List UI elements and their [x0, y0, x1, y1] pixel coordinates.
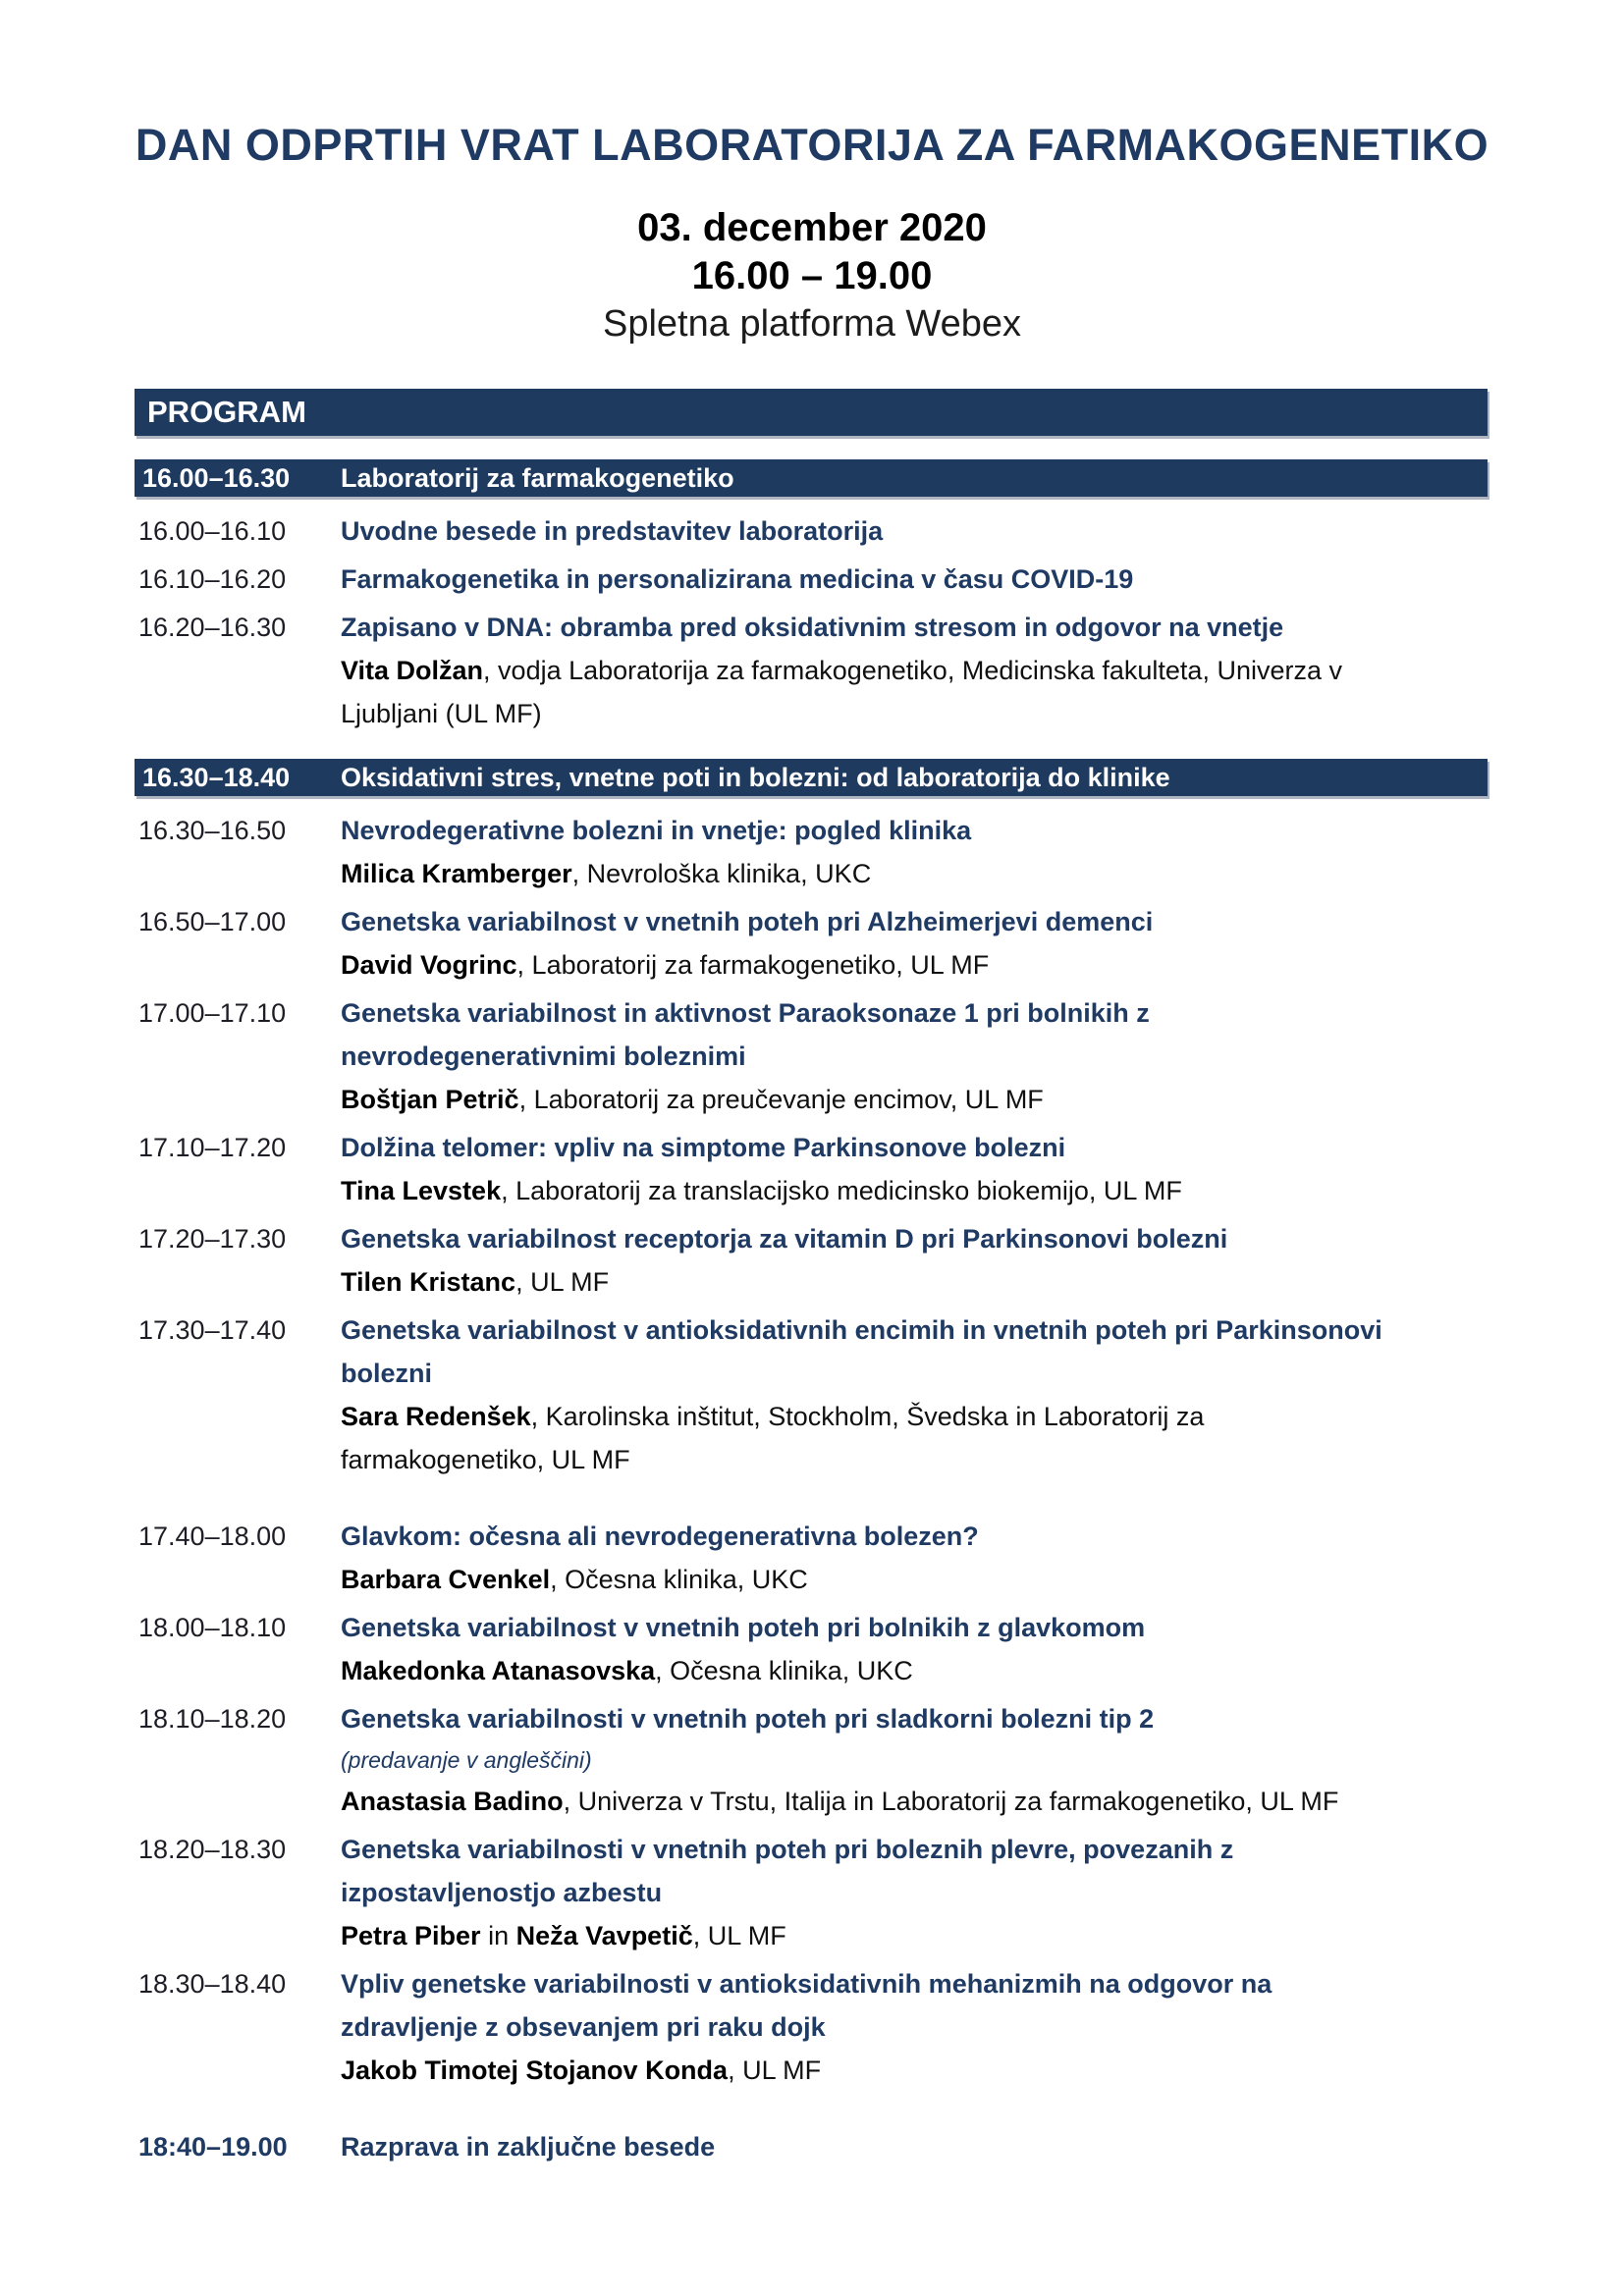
row-content	[341, 509, 1488, 553]
row-title: Dolžina telomer: vpliv na simptome Parkinsonove bolezni	[341, 1133, 1066, 1162]
speaker-affiliation-text: , Univerza v Trstu, Italija in Laboratorij za farmakogenetiko, UL MF	[563, 1787, 1339, 1816]
row-speaker	[341, 1558, 1401, 1601]
program-sections	[0, 459, 1624, 2168]
row-content	[341, 558, 1488, 601]
section-heading: Oksidativni stres, vnetne poti in bolezni: od laboratorija do klinike	[341, 763, 1170, 792]
row-content	[341, 1515, 1488, 1601]
speaker-name: Barbara Cvenkel	[341, 1565, 551, 1594]
speaker-name: Jakob Timotej Stojanov Konda	[341, 2056, 729, 2085]
row-time: 17.20–17.30	[138, 1224, 287, 1254]
speaker-affiliation-text: , Karolinska inštitut, Stockholm, Švedska in Laboratorij za farmakogenetiko, UL MF	[341, 1402, 1205, 1474]
row-speaker	[341, 852, 1401, 895]
row-content	[341, 1308, 1488, 1481]
speaker-affiliation-text: , vodja Laboratorija za farmakogenetiko, Medicinska fakulteta, Univerza v Ljubljani (UL MF)	[341, 656, 1342, 728]
row-content	[341, 1828, 1488, 1957]
program-row	[135, 900, 1488, 987]
row-content	[341, 2125, 1488, 2168]
row-time: 17.40–18.00	[138, 1522, 287, 1551]
row-title: Vpliv genetske variabilnosti v antioksidativnih mehanizmih na odgovor na zdravljenje z obsevanjem pri raku dojk	[341, 1969, 1272, 2042]
row-time: 18.10–18.20	[138, 1704, 287, 1734]
row-title: Genetska variabilnost in aktivnost Paraoksonaze 1 pri bolnikih z nevrodegenerativnimi boleznimi	[341, 998, 1150, 1071]
speaker-name: Petra Piber	[341, 1921, 481, 1950]
program-row	[135, 509, 1488, 553]
row-time: 18.00–18.10	[138, 1613, 287, 1642]
row-time: 17.10–17.20	[138, 1133, 287, 1162]
speaker-name: Neža Vavpetič	[515, 1921, 693, 1950]
section-banner	[135, 759, 1488, 796]
speaker-affiliation-text: , UL MF	[515, 1267, 610, 1297]
row-speaker	[341, 649, 1401, 735]
row-time: 18.30–18.40	[138, 1969, 287, 1999]
row-title: Zapisano v DNA: obramba pred oksidativnim stresom in odgovor na vnetje	[341, 613, 1284, 642]
row-content	[341, 606, 1488, 735]
program-row	[135, 1126, 1488, 1212]
program-row	[135, 1515, 1488, 1601]
speaker-name: Anastasia Badino	[341, 1787, 564, 1816]
event-date: 03. december 2020	[637, 206, 987, 249]
event-platform: Spletna platforma Webex	[603, 303, 1021, 345]
row-speaker	[341, 1649, 1401, 1692]
row-title: Uvodne besede in predstavitev laboratorija	[341, 516, 884, 546]
row-speaker	[341, 943, 1401, 987]
program-section	[0, 759, 1624, 2168]
speaker-name: Vita Dolžan	[341, 656, 484, 685]
program-heading-label: PROGRAM	[147, 395, 306, 429]
page-header	[0, 0, 1624, 347]
row-speaker	[341, 1260, 1401, 1304]
section-rows	[0, 509, 1624, 735]
speaker-name: Tina Levstek	[341, 1176, 502, 1205]
row-speaker	[341, 1395, 1401, 1481]
program-row	[135, 1962, 1488, 2092]
program-row	[135, 1697, 1488, 1823]
row-time: 16.20–16.30	[138, 613, 287, 642]
row-speaker	[341, 1078, 1401, 1121]
program-row	[135, 1217, 1488, 1304]
speaker-name: Milica Kramberger	[341, 859, 572, 888]
page-title: DAN ODPRTIH VRAT LABORATORIJA ZA FARMAKOGENETIKO	[135, 120, 1489, 170]
speaker-name: Makedonka Atanasovska	[341, 1656, 656, 1685]
row-time: 16.50–17.00	[138, 907, 287, 936]
program-row	[135, 2125, 1488, 2168]
row-time: 18:40–19.00	[138, 2132, 288, 2162]
row-content	[341, 900, 1488, 987]
row-title: Glavkom: očesna ali nevrodegenerativna bolezen?	[341, 1522, 979, 1551]
program-row	[135, 1308, 1488, 1481]
row-time: 18.20–18.30	[138, 1835, 287, 1864]
speaker-affiliation-text: , Nevrološka klinika, UKC	[571, 859, 872, 888]
section-time: 16.30–18.40	[142, 763, 291, 792]
section-heading: Laboratorij za farmakogenetiko	[341, 463, 734, 493]
speaker-affiliation-text: , Očesna klinika, UKC	[655, 1656, 913, 1685]
row-content	[341, 1126, 1488, 1212]
row-time: 16.30–16.50	[138, 816, 287, 845]
section-rows	[0, 809, 1624, 2168]
speaker-affiliation-text: , Laboratorij za translacijsko medicinsko biokemijo, UL MF	[501, 1176, 1182, 1205]
speaker-affiliation-text: , UL MF	[728, 2056, 822, 2085]
speaker-name: Boštjan Petrič	[341, 1085, 519, 1114]
program-row	[135, 991, 1488, 1121]
row-title: Genetska variabilnosti v vnetnih poteh pri sladkorni bolezni tip 2	[341, 1704, 1155, 1734]
row-title: Genetska variabilnost receptorja za vitamin D pri Parkinsonovi bolezni	[341, 1224, 1228, 1254]
row-time: 17.30–17.40	[138, 1315, 287, 1345]
row-speaker	[341, 2049, 1401, 2092]
row-content	[341, 1606, 1488, 1692]
row-content	[341, 991, 1488, 1121]
row-speaker	[341, 1914, 1401, 1957]
section-banner	[135, 459, 1488, 497]
program-row	[135, 606, 1488, 735]
row-title: Genetska variabilnost v vnetnih poteh pri Alzheimerjevi demenci	[341, 907, 1154, 936]
speaker-affiliation-text: in	[480, 1921, 516, 1950]
row-content	[341, 809, 1488, 895]
speaker-name: David Vogrinc	[341, 950, 517, 980]
program-row	[135, 558, 1488, 601]
speaker-affiliation-text: , UL MF	[692, 1921, 786, 1950]
row-title: Genetska variabilnosti v vnetnih poteh pri boleznih plevre, povezanih z izpostavljenostjo azbestu	[341, 1835, 1234, 1907]
row-title: Razprava in zaključne besede	[341, 2132, 716, 2162]
speaker-name: Tilen Kristanc	[341, 1267, 516, 1297]
row-note: (predavanje v angleščini)	[341, 1747, 592, 1773]
program-section	[0, 459, 1624, 735]
program-row	[135, 809, 1488, 895]
row-speaker	[341, 1169, 1401, 1212]
speaker-affiliation-text: , Očesna klinika, UKC	[550, 1565, 808, 1594]
row-content	[341, 1962, 1488, 2092]
row-title: Genetska variabilnost v vnetnih poteh pri bolnikih z glavkomom	[341, 1613, 1146, 1642]
row-speaker	[341, 1780, 1401, 1823]
row-content	[341, 1697, 1488, 1823]
speaker-name: Sara Redenšek	[341, 1402, 531, 1431]
section-time: 16.00–16.30	[142, 463, 291, 493]
speaker-affiliation-text: , Laboratorij za preučevanje encimov, UL MF	[518, 1085, 1044, 1114]
row-title: Genetska variabilnost v antioksidativnih encimih in vnetnih poteh pri Parkinsonovi bolezni	[341, 1315, 1382, 1388]
program-row	[135, 1828, 1488, 1957]
speaker-affiliation-text: , Laboratorij za farmakogenetiko, UL MF	[516, 950, 990, 980]
row-time: 16.00–16.10	[138, 516, 287, 546]
row-title: Farmakogenetika in personalizirana medicina v času COVID-19	[341, 564, 1134, 594]
row-time: 16.10–16.20	[138, 564, 287, 594]
row-title: Nevrodegerativne bolezni in vnetje: pogled klinika	[341, 816, 972, 845]
row-content	[341, 1217, 1488, 1304]
row-time: 17.00–17.10	[138, 998, 287, 1028]
event-time-range: 16.00 – 19.00	[691, 254, 933, 297]
program-heading-banner	[135, 389, 1488, 436]
program-row	[135, 1606, 1488, 1692]
